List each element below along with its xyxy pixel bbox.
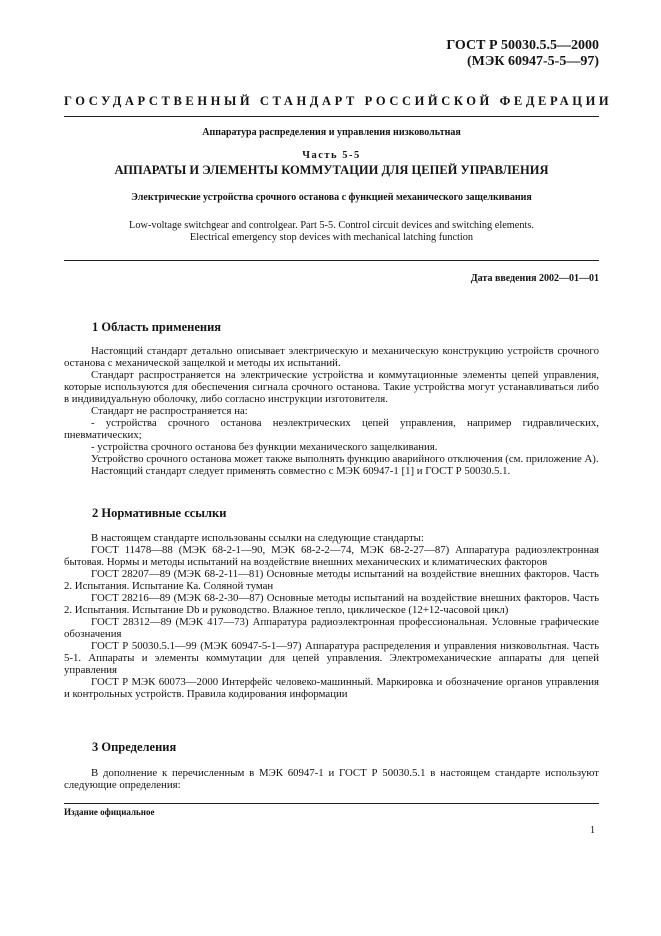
paragraph: В дополнение к перечисленным в МЭК 60947-1 и ГОСТ Р 50030.5.1 в настоящем стандарте используют следующие определения: (64, 767, 599, 791)
official-edition-label: Издание официальное (64, 807, 155, 817)
reference-item: ГОСТ Р МЭК 60073—2000 Интерфейс человеко-машинный. Маркировка и обозначение органов управления и контрольных устройств. Правила кодирования информации (64, 676, 599, 700)
paragraph: Настоящий стандарт следует применять совместно с МЭК 60947-1 [1] и ГОСТ Р 50030.5.1. (91, 465, 511, 477)
english-title-line-1: Low-voltage switchgear and controlgear. Part 5-5. Control circuit devices and switching elements. (129, 220, 534, 231)
paragraph: Настоящий стандарт детально описывает электрическую и механическую конструкцию устройств срочного останова с механической защелкой и методы их испытаний. (64, 345, 599, 369)
paragraph: Стандарт распространяется на электрические устройства и коммутационные элементы цепей управления, которые используются для обеспечения сигнала срочного останова. Такие устройства могут устанавливаться либо в индивидуальную оболочку, либо согласно инструкции изготовителя. (64, 369, 599, 405)
introduction-date: Дата введения 2002—01—01 (470, 273, 599, 284)
section-heading-scope: 1 Область применения (92, 320, 222, 334)
reference-item: ГОСТ 28207—89 (МЭК 68-2-11—81) Основные методы испытаний на воздействие внешних факторов. Часть 2. Испытания. Испытание Ка. Соляной туман (64, 568, 599, 592)
list-item: - устройства срочного останова неэлектрических цепей управления, например гидравлических, пневматических; (64, 417, 599, 441)
section-references (64, 532, 599, 700)
reference-item: ГОСТ 28216—89 (МЭК 68-2-30—87) Основные методы испытаний на воздействие внешних факторов. Часть 2. Испытания. Испытание Db и руководство. Влажное тепло, циклическое (12+12-часовой цикл) (64, 592, 599, 616)
reference-item: ГОСТ 28312—89 (МЭК 417—73) Аппаратура радиоэлектронная профессиональная. Условные графические обозначения (64, 616, 599, 640)
title-divider (64, 260, 599, 261)
part-line: Часть 5-5 (302, 150, 361, 161)
page-number: 1 (590, 825, 595, 836)
document-subtitle: Электрические устройства срочного останова с функцией механического защелкивания (131, 192, 532, 203)
paragraph: Устройство срочного останова может также выполнять функцию аварийного отключения (см. приложение А). (91, 453, 599, 465)
document-code-iec: (МЭК 60947-5-5—97) (466, 54, 599, 69)
paragraph: В настоящем стандарте использованы ссылки на следующие стандарты: (91, 532, 424, 544)
section-definitions (64, 767, 599, 791)
document-title: АППАРАТЫ И ЭЛЕМЕНТЫ КОММУТАЦИИ ДЛЯ ЦЕПЕЙ УПРАВЛЕНИЯ (114, 163, 549, 177)
equipment-line: Аппаратура распределения и управления низковольтная (202, 127, 461, 138)
section-scope (64, 345, 599, 477)
reference-item: ГОСТ Р 50030.5.1—99 (МЭК 60947-5-1—97) Аппаратура распределения и управления низковольтная. Часть 5-1. Аппараты и элементы коммутации для цепей управления. Электромеханические аппараты для цепей управления (64, 640, 599, 676)
list-item: - устройства срочного останова без функции механического защелкивания. (91, 441, 438, 453)
state-standard-heading: ГОСУДАРСТВЕННЫЙ СТАНДАРТ РОССИЙСКОЙ ФЕДЕРАЦИИ (64, 94, 613, 108)
section-heading-references: 2 Нормативные ссылки (92, 506, 227, 520)
english-title-line-2: Electrical emergency stop devices with mechanical latching function (189, 232, 474, 243)
footer-divider (64, 803, 599, 804)
document-code-block (446, 38, 599, 70)
reference-item: ГОСТ 11478—88 (МЭК 68-2-1—90, МЭК 68-2-2—74, МЭК 68-2-27—87) Аппаратура радиоэлектронная бытовая. Нормы и методы испытаний на воздействие внешних механических и климатических факторов (64, 544, 599, 568)
section-heading-definitions: 3 Определения (92, 740, 177, 754)
paragraph: Стандарт не распространяется на: (91, 405, 248, 417)
document-code: ГОСТ Р 50030.5.5—2000 (446, 38, 599, 53)
header-divider (64, 116, 599, 117)
